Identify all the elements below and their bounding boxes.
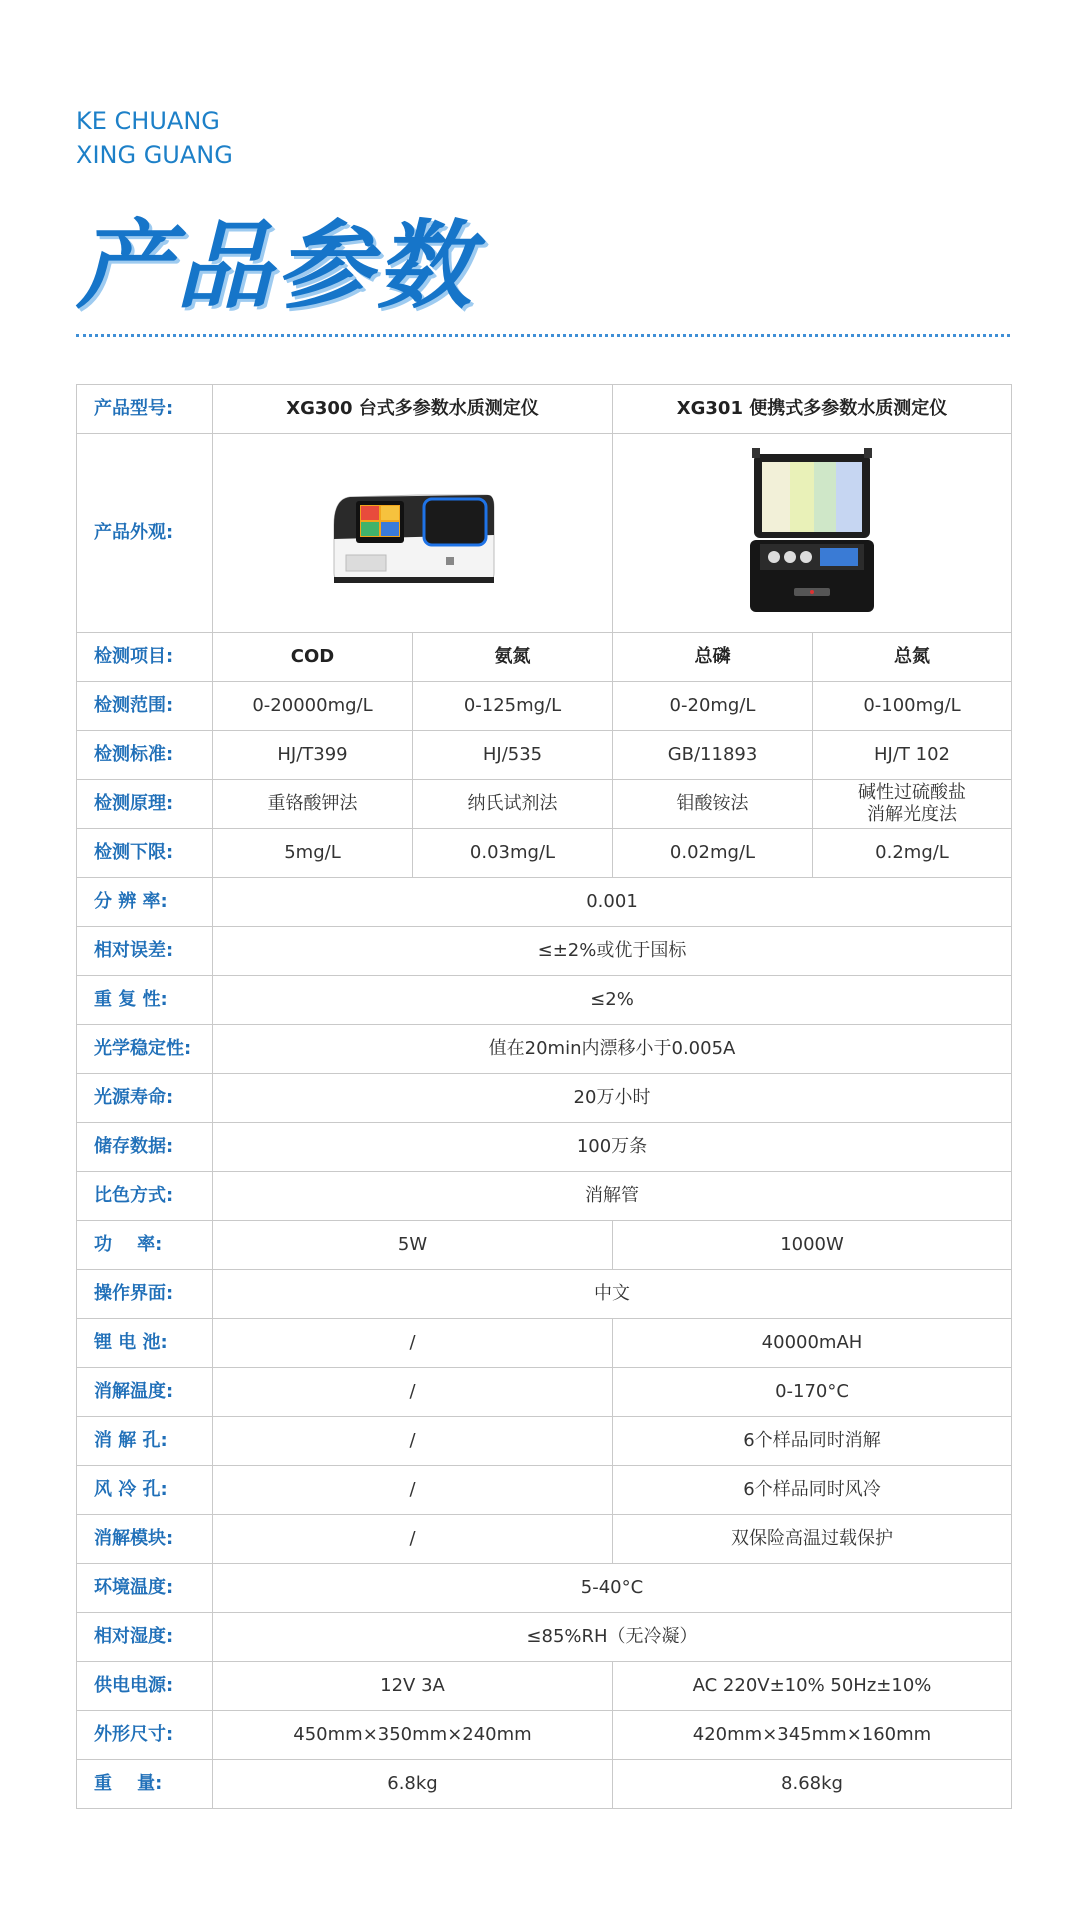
table-cell: / — [213, 1417, 613, 1466]
table-cell: 纳氏试剂法 — [413, 780, 613, 829]
row-label: 产品型号: — [77, 385, 213, 434]
table-cell: 5-40°C — [213, 1564, 1012, 1613]
table-cell: 消解管 — [213, 1172, 1012, 1221]
table-row — [77, 829, 1012, 878]
table-cell: ≤2% — [213, 976, 1012, 1025]
row-label: 检测原理: — [77, 780, 213, 829]
table-cell: HJ/T 102 — [813, 731, 1012, 780]
item-cod: COD — [213, 633, 413, 682]
table-row — [77, 1368, 1012, 1417]
model-a: XG300 台式多参数水质测定仪 — [213, 385, 613, 434]
table-row — [77, 1515, 1012, 1564]
row-label: 相对误差: — [77, 927, 213, 976]
table-cell: / — [213, 1319, 613, 1368]
table-row — [77, 434, 1012, 633]
row-label: 操作界面: — [77, 1270, 213, 1319]
row-label: 比色方式: — [77, 1172, 213, 1221]
table-cell: 0.001 — [213, 878, 1012, 927]
table-row — [77, 1025, 1012, 1074]
table-row — [77, 1319, 1012, 1368]
table-cell: 6个样品同时消解 — [613, 1417, 1012, 1466]
table-row — [77, 1466, 1012, 1515]
table-cell: 双保险高温过载保护 — [613, 1515, 1012, 1564]
row-label: 消 解 孔: — [77, 1417, 213, 1466]
table-row — [77, 1417, 1012, 1466]
device-image-b — [613, 434, 1012, 633]
table-cell: 0.2mg/L — [813, 829, 1012, 878]
table-row — [77, 976, 1012, 1025]
table-row — [77, 1221, 1012, 1270]
row-label: 重 复 性: — [77, 976, 213, 1025]
row-label: 光学稳定性: — [77, 1025, 213, 1074]
table-row — [77, 1613, 1012, 1662]
table-cell: GB/11893 — [613, 731, 813, 780]
table-cell: 5mg/L — [213, 829, 413, 878]
table-cell: 8.68kg — [613, 1760, 1012, 1809]
table-cell: 0-20000mg/L — [213, 682, 413, 731]
table-cell: 100万条 — [213, 1123, 1012, 1172]
table-cell: 5W — [213, 1221, 613, 1270]
table-cell: 0-170°C — [613, 1368, 1012, 1417]
item-nitrogen: 总氮 — [813, 633, 1012, 682]
table-cell: 重铬酸钾法 — [213, 780, 413, 829]
table-cell: 中文 — [213, 1270, 1012, 1319]
table-cell: 20万小时 — [213, 1074, 1012, 1123]
table-row — [77, 927, 1012, 976]
table-cell: 6.8kg — [213, 1760, 613, 1809]
device-image-a — [213, 434, 613, 633]
table-row — [77, 385, 1012, 434]
table-row — [77, 1711, 1012, 1760]
table-row — [77, 780, 1012, 829]
table-cell: ≤±2%或优于国标 — [213, 927, 1012, 976]
table-cell: 碱性过硫酸盐 消解光度法 — [813, 780, 1012, 829]
table-row — [77, 1760, 1012, 1809]
row-label: 检测范围: — [77, 682, 213, 731]
table-cell: HJ/T399 — [213, 731, 413, 780]
row-label: 检测下限: — [77, 829, 213, 878]
row-label: 储存数据: — [77, 1123, 213, 1172]
row-label: 环境温度: — [77, 1564, 213, 1613]
item-phosphorus: 总磷 — [613, 633, 813, 682]
table-cell: 420mm×345mm×160mm — [613, 1711, 1012, 1760]
table-row — [77, 1270, 1012, 1319]
row-label: 分 辨 率: — [77, 878, 213, 927]
portable-analyzer-image — [742, 448, 882, 618]
table-row — [77, 878, 1012, 927]
table-row — [77, 633, 1012, 682]
row-label: 供电电源: — [77, 1662, 213, 1711]
row-label: 消解温度: — [77, 1368, 213, 1417]
row-label: 功 率: — [77, 1221, 213, 1270]
table-cell: ≤85%RH（无冷凝） — [213, 1613, 1012, 1662]
spec-table — [76, 384, 1012, 1809]
row-label: 风 冷 孔: — [77, 1466, 213, 1515]
row-label: 检测项目: — [77, 633, 213, 682]
brand-line-2: XING GUANG — [76, 141, 233, 169]
table-row — [77, 1172, 1012, 1221]
table-cell: 450mm×350mm×240mm — [213, 1711, 613, 1760]
model-b: XG301 便携式多参数水质测定仪 — [613, 385, 1012, 434]
table-cell: 6个样品同时风冷 — [613, 1466, 1012, 1515]
table-cell: 0.03mg/L — [413, 829, 613, 878]
table-cell: 钼酸铵法 — [613, 780, 813, 829]
row-label: 外形尺寸: — [77, 1711, 213, 1760]
table-row — [77, 1662, 1012, 1711]
row-label: 锂 电 池: — [77, 1319, 213, 1368]
row-label: 重 量: — [77, 1760, 213, 1809]
table-cell: AC 220V±10% 50Hz±10% — [613, 1662, 1012, 1711]
row-label: 产品外观: — [77, 434, 213, 633]
table-row — [77, 682, 1012, 731]
table-row — [77, 1564, 1012, 1613]
table-row — [77, 1123, 1012, 1172]
page-title: 产品参数 — [76, 209, 476, 322]
brand-wordmark — [76, 104, 233, 172]
benchtop-analyzer-image — [328, 477, 498, 589]
table-cell: / — [213, 1368, 613, 1417]
table-row — [77, 731, 1012, 780]
row-label: 消解模块: — [77, 1515, 213, 1564]
table-cell: / — [213, 1515, 613, 1564]
item-ammonia: 氨氮 — [413, 633, 613, 682]
table-cell: 0-100mg/L — [813, 682, 1012, 731]
table-cell: 0.02mg/L — [613, 829, 813, 878]
table-cell: 0-125mg/L — [413, 682, 613, 731]
table-cell: / — [213, 1466, 613, 1515]
table-cell: 值在20min内漂移小于0.005A — [213, 1025, 1012, 1074]
brand-line-1: KE CHUANG — [76, 107, 220, 135]
table-cell: 12V 3A — [213, 1662, 613, 1711]
dotted-divider — [76, 334, 1010, 337]
row-label: 光源寿命: — [77, 1074, 213, 1123]
table-cell: 0-20mg/L — [613, 682, 813, 731]
table-cell: 1000W — [613, 1221, 1012, 1270]
row-label: 相对湿度: — [77, 1613, 213, 1662]
row-label: 检测标准: — [77, 731, 213, 780]
table-row — [77, 1074, 1012, 1123]
table-cell: HJ/535 — [413, 731, 613, 780]
table-cell: 40000mAH — [613, 1319, 1012, 1368]
